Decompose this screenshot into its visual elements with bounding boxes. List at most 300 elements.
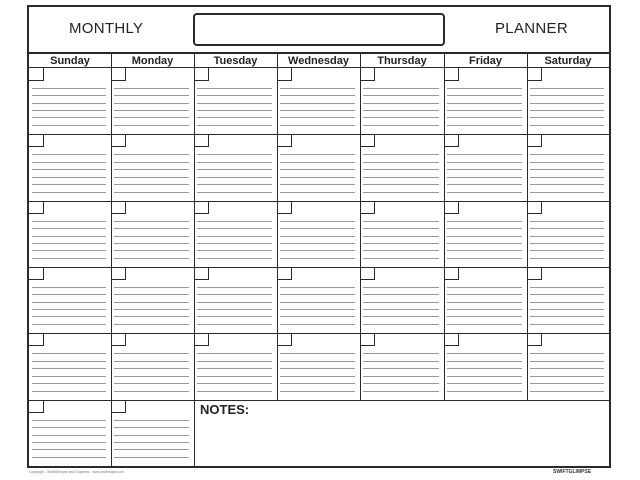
writing-line <box>530 294 604 295</box>
date-number-box[interactable] <box>360 201 375 214</box>
writing-line <box>363 243 439 244</box>
writing-line <box>197 125 272 126</box>
writing-line <box>530 192 604 193</box>
writing-line <box>530 125 604 126</box>
day-cell[interactable] <box>194 134 277 201</box>
writing-line <box>530 287 604 288</box>
writing-line <box>114 287 189 288</box>
date-number-box[interactable] <box>29 333 44 346</box>
brand-logo: SWIFTGLIMPSE <box>553 469 592 475</box>
writing-line <box>114 258 189 259</box>
writing-line <box>363 353 439 354</box>
day-cell[interactable] <box>527 134 609 201</box>
writing-line <box>32 117 106 118</box>
writing-line <box>363 250 439 251</box>
writing-line <box>530 316 604 317</box>
writing-line <box>32 368 106 369</box>
writing-line <box>447 117 522 118</box>
writing-line <box>530 258 604 259</box>
day-cell[interactable] <box>277 267 360 333</box>
writing-line <box>197 309 272 310</box>
writing-line <box>363 110 439 111</box>
writing-line <box>114 457 189 458</box>
writing-line <box>32 376 106 377</box>
writing-line <box>114 95 189 96</box>
writing-line <box>530 221 604 222</box>
day-cell[interactable] <box>444 201 527 267</box>
writing-line <box>32 435 106 436</box>
writing-line <box>447 154 522 155</box>
writing-line <box>197 250 272 251</box>
date-number-box[interactable] <box>527 134 542 147</box>
writing-line <box>114 309 189 310</box>
writing-line <box>280 184 355 185</box>
writing-line <box>114 302 189 303</box>
day-cell[interactable] <box>29 400 111 466</box>
date-number-box[interactable] <box>194 134 209 147</box>
writing-line <box>197 353 272 354</box>
writing-line <box>530 391 604 392</box>
day-cell[interactable] <box>360 333 444 400</box>
writing-line <box>32 361 106 362</box>
writing-line <box>447 95 522 96</box>
planner-header <box>29 7 609 54</box>
date-number-box[interactable] <box>111 333 126 346</box>
writing-line <box>197 169 272 170</box>
day-header-monday: Monday <box>111 54 194 68</box>
writing-line <box>280 243 355 244</box>
writing-line <box>280 376 355 377</box>
writing-line <box>32 169 106 170</box>
day-header-wednesday: Wednesday <box>277 54 360 68</box>
writing-line <box>363 192 439 193</box>
day-cell[interactable] <box>360 68 444 134</box>
date-number-box[interactable] <box>111 134 126 147</box>
month-name-box[interactable] <box>193 13 445 46</box>
writing-line <box>363 88 439 89</box>
copyright-text: Copyright - SwiftGlimpse and Graphics - www.swiftmaps.com <box>29 470 124 474</box>
writing-line <box>280 169 355 170</box>
writing-line <box>32 221 106 222</box>
writing-line <box>114 435 189 436</box>
writing-line <box>280 236 355 237</box>
writing-line <box>447 88 522 89</box>
writing-line <box>530 376 604 377</box>
day-cell[interactable] <box>444 134 527 201</box>
writing-line <box>447 162 522 163</box>
writing-line <box>114 162 189 163</box>
writing-line <box>280 324 355 325</box>
day-cell[interactable] <box>277 201 360 267</box>
writing-line <box>447 192 522 193</box>
writing-line <box>530 88 604 89</box>
date-number-box[interactable] <box>194 333 209 346</box>
writing-line <box>32 383 106 384</box>
writing-line <box>363 125 439 126</box>
date-number-box[interactable] <box>277 134 292 147</box>
writing-line <box>197 110 272 111</box>
writing-line <box>530 154 604 155</box>
writing-line <box>363 258 439 259</box>
day-cell[interactable] <box>111 201 194 267</box>
writing-line <box>32 302 106 303</box>
writing-line <box>280 221 355 222</box>
writing-line <box>530 103 604 104</box>
day-cell[interactable] <box>111 267 194 333</box>
date-number-box[interactable] <box>444 134 459 147</box>
writing-line <box>363 162 439 163</box>
writing-line <box>280 316 355 317</box>
writing-line <box>114 221 189 222</box>
writing-line <box>114 324 189 325</box>
writing-line <box>280 95 355 96</box>
writing-line <box>447 228 522 229</box>
writing-line <box>363 117 439 118</box>
writing-line <box>530 383 604 384</box>
writing-line <box>280 361 355 362</box>
writing-line <box>32 449 106 450</box>
writing-line <box>114 192 189 193</box>
writing-line <box>114 427 189 428</box>
writing-line <box>447 169 522 170</box>
calendar-grid <box>29 54 609 466</box>
writing-line <box>197 361 272 362</box>
day-header-saturday: Saturday <box>527 54 609 68</box>
day-cell[interactable] <box>527 267 609 333</box>
writing-line <box>280 383 355 384</box>
writing-line <box>280 391 355 392</box>
writing-line <box>32 287 106 288</box>
writing-line <box>114 391 189 392</box>
writing-line <box>530 110 604 111</box>
writing-line <box>363 228 439 229</box>
day-cell[interactable] <box>277 134 360 201</box>
writing-line <box>32 103 106 104</box>
writing-line <box>114 236 189 237</box>
writing-line <box>447 236 522 237</box>
day-cell[interactable] <box>444 267 527 333</box>
day-header-tuesday: Tuesday <box>194 54 277 68</box>
day-cell[interactable] <box>194 267 277 333</box>
writing-line <box>447 368 522 369</box>
day-cell[interactable] <box>29 267 111 333</box>
writing-line <box>447 125 522 126</box>
writing-line <box>197 258 272 259</box>
writing-line <box>363 391 439 392</box>
date-number-box[interactable] <box>360 68 375 81</box>
writing-line <box>114 442 189 443</box>
writing-line <box>363 309 439 310</box>
writing-line <box>447 110 522 111</box>
date-number-box[interactable] <box>29 68 44 81</box>
writing-line <box>32 243 106 244</box>
date-number-box[interactable] <box>111 267 126 280</box>
writing-line <box>114 88 189 89</box>
writing-line <box>197 95 272 96</box>
date-number-box[interactable] <box>360 134 375 147</box>
writing-line <box>197 162 272 163</box>
writing-line <box>114 376 189 377</box>
writing-line <box>114 250 189 251</box>
day-cell[interactable] <box>360 267 444 333</box>
day-cell[interactable] <box>111 68 194 134</box>
writing-line <box>114 177 189 178</box>
writing-line <box>114 125 189 126</box>
writing-line <box>530 309 604 310</box>
writing-line <box>32 391 106 392</box>
writing-line <box>197 88 272 89</box>
date-number-box[interactable] <box>444 333 459 346</box>
writing-line <box>280 117 355 118</box>
planner-title-right: PLANNER <box>495 20 568 37</box>
writing-line <box>32 250 106 251</box>
day-cell[interactable] <box>527 333 609 400</box>
notes-area[interactable] <box>194 400 609 466</box>
date-number-box[interactable] <box>194 68 209 81</box>
writing-line <box>32 88 106 89</box>
writing-line <box>32 316 106 317</box>
writing-line <box>447 309 522 310</box>
date-number-box[interactable] <box>194 267 209 280</box>
notes-label: NOTES: <box>200 402 250 417</box>
writing-line <box>447 250 522 251</box>
writing-line <box>114 420 189 421</box>
writing-line <box>197 294 272 295</box>
writing-line <box>447 353 522 354</box>
writing-line <box>197 376 272 377</box>
writing-line <box>363 169 439 170</box>
planner-title-left: MONTHLY <box>69 20 144 37</box>
date-number-box[interactable] <box>360 333 375 346</box>
writing-line <box>197 368 272 369</box>
writing-line <box>114 154 189 155</box>
date-number-box[interactable] <box>29 201 44 214</box>
date-number-box[interactable] <box>277 68 292 81</box>
writing-line <box>447 287 522 288</box>
writing-line <box>280 125 355 126</box>
writing-line <box>530 368 604 369</box>
day-cell[interactable] <box>277 68 360 134</box>
day-cell[interactable] <box>111 400 194 466</box>
writing-line <box>114 117 189 118</box>
date-number-box[interactable] <box>527 68 542 81</box>
date-number-box[interactable] <box>194 201 209 214</box>
writing-line <box>363 361 439 362</box>
day-cell[interactable] <box>29 201 111 267</box>
date-number-box[interactable] <box>277 333 292 346</box>
writing-line <box>32 353 106 354</box>
writing-line <box>530 169 604 170</box>
day-cell[interactable] <box>194 333 277 400</box>
writing-line <box>280 88 355 89</box>
writing-line <box>32 110 106 111</box>
writing-line <box>280 162 355 163</box>
day-cell[interactable] <box>29 134 111 201</box>
date-number-box[interactable] <box>360 267 375 280</box>
writing-line <box>197 177 272 178</box>
writing-line <box>363 154 439 155</box>
writing-line <box>363 316 439 317</box>
date-number-box[interactable] <box>527 201 542 214</box>
writing-line <box>280 250 355 251</box>
writing-line <box>447 258 522 259</box>
writing-line <box>447 376 522 377</box>
day-header-thursday: Thursday <box>360 54 444 68</box>
writing-line <box>114 228 189 229</box>
writing-line <box>447 361 522 362</box>
writing-line <box>197 324 272 325</box>
day-cell[interactable] <box>444 333 527 400</box>
day-cell[interactable] <box>194 201 277 267</box>
writing-line <box>530 162 604 163</box>
writing-line <box>114 184 189 185</box>
writing-line <box>32 420 106 421</box>
writing-line <box>114 383 189 384</box>
date-number-box[interactable] <box>111 201 126 214</box>
writing-line <box>114 103 189 104</box>
writing-line <box>197 228 272 229</box>
date-number-box[interactable] <box>29 400 44 413</box>
writing-line <box>363 294 439 295</box>
day-cell[interactable] <box>360 134 444 201</box>
writing-line <box>32 324 106 325</box>
writing-line <box>530 117 604 118</box>
writing-line <box>447 184 522 185</box>
writing-line <box>447 324 522 325</box>
writing-line <box>197 287 272 288</box>
writing-line <box>280 309 355 310</box>
day-cell[interactable] <box>444 68 527 134</box>
writing-line <box>280 228 355 229</box>
writing-line <box>447 103 522 104</box>
writing-line <box>447 177 522 178</box>
writing-line <box>197 383 272 384</box>
writing-line <box>197 184 272 185</box>
writing-line <box>363 236 439 237</box>
writing-line <box>280 294 355 295</box>
writing-line <box>114 243 189 244</box>
writing-line <box>363 103 439 104</box>
day-header-friday: Friday <box>444 54 527 68</box>
writing-line <box>530 236 604 237</box>
writing-line <box>32 125 106 126</box>
writing-line <box>530 353 604 354</box>
writing-line <box>114 110 189 111</box>
writing-line <box>363 383 439 384</box>
writing-line <box>363 177 439 178</box>
writing-line <box>363 376 439 377</box>
writing-line <box>197 391 272 392</box>
writing-line <box>280 353 355 354</box>
day-cell[interactable] <box>111 333 194 400</box>
day-cell[interactable] <box>194 68 277 134</box>
writing-line <box>530 302 604 303</box>
writing-line <box>32 442 106 443</box>
writing-line <box>530 95 604 96</box>
writing-line <box>280 258 355 259</box>
writing-line <box>530 228 604 229</box>
writing-line <box>280 177 355 178</box>
day-cell[interactable] <box>29 68 111 134</box>
writing-line <box>530 361 604 362</box>
writing-line <box>197 221 272 222</box>
day-cell[interactable] <box>527 68 609 134</box>
writing-line <box>197 316 272 317</box>
date-number-box[interactable] <box>29 134 44 147</box>
writing-line <box>197 236 272 237</box>
writing-line <box>197 117 272 118</box>
date-number-box[interactable] <box>277 267 292 280</box>
writing-line <box>280 110 355 111</box>
writing-line <box>447 391 522 392</box>
writing-line <box>114 368 189 369</box>
writing-line <box>530 177 604 178</box>
writing-line <box>447 316 522 317</box>
day-cell[interactable] <box>111 134 194 201</box>
writing-line <box>32 184 106 185</box>
writing-line <box>280 302 355 303</box>
writing-line <box>447 383 522 384</box>
date-number-box[interactable] <box>444 68 459 81</box>
writing-line <box>197 243 272 244</box>
writing-line <box>363 95 439 96</box>
writing-line <box>363 324 439 325</box>
writing-line <box>114 353 189 354</box>
writing-line <box>114 294 189 295</box>
writing-line <box>280 154 355 155</box>
day-cell[interactable] <box>277 333 360 400</box>
writing-line <box>32 95 106 96</box>
writing-line <box>280 368 355 369</box>
writing-line <box>280 192 355 193</box>
writing-line <box>447 302 522 303</box>
day-cell[interactable] <box>360 201 444 267</box>
date-number-box[interactable] <box>444 267 459 280</box>
writing-line <box>197 192 272 193</box>
writing-line <box>530 184 604 185</box>
writing-line <box>32 309 106 310</box>
writing-line <box>32 427 106 428</box>
date-number-box[interactable] <box>111 400 126 413</box>
writing-line <box>32 228 106 229</box>
writing-line <box>363 368 439 369</box>
writing-line <box>530 250 604 251</box>
writing-line <box>114 449 189 450</box>
date-number-box[interactable] <box>29 267 44 280</box>
writing-line <box>363 287 439 288</box>
writing-line <box>197 154 272 155</box>
writing-line <box>32 192 106 193</box>
writing-line <box>32 457 106 458</box>
writing-line <box>447 294 522 295</box>
writing-line <box>32 177 106 178</box>
date-number-box[interactable] <box>527 267 542 280</box>
date-number-box[interactable] <box>444 201 459 214</box>
day-cell[interactable] <box>29 333 111 400</box>
date-number-box[interactable] <box>111 68 126 81</box>
writing-line <box>32 236 106 237</box>
writing-line <box>447 221 522 222</box>
writing-line <box>114 169 189 170</box>
writing-line <box>363 302 439 303</box>
writing-line <box>114 316 189 317</box>
date-number-box[interactable] <box>277 201 292 214</box>
day-header-sunday: Sunday <box>29 54 111 68</box>
writing-line <box>363 184 439 185</box>
day-cell[interactable] <box>527 201 609 267</box>
date-number-box[interactable] <box>527 333 542 346</box>
writing-line <box>114 361 189 362</box>
